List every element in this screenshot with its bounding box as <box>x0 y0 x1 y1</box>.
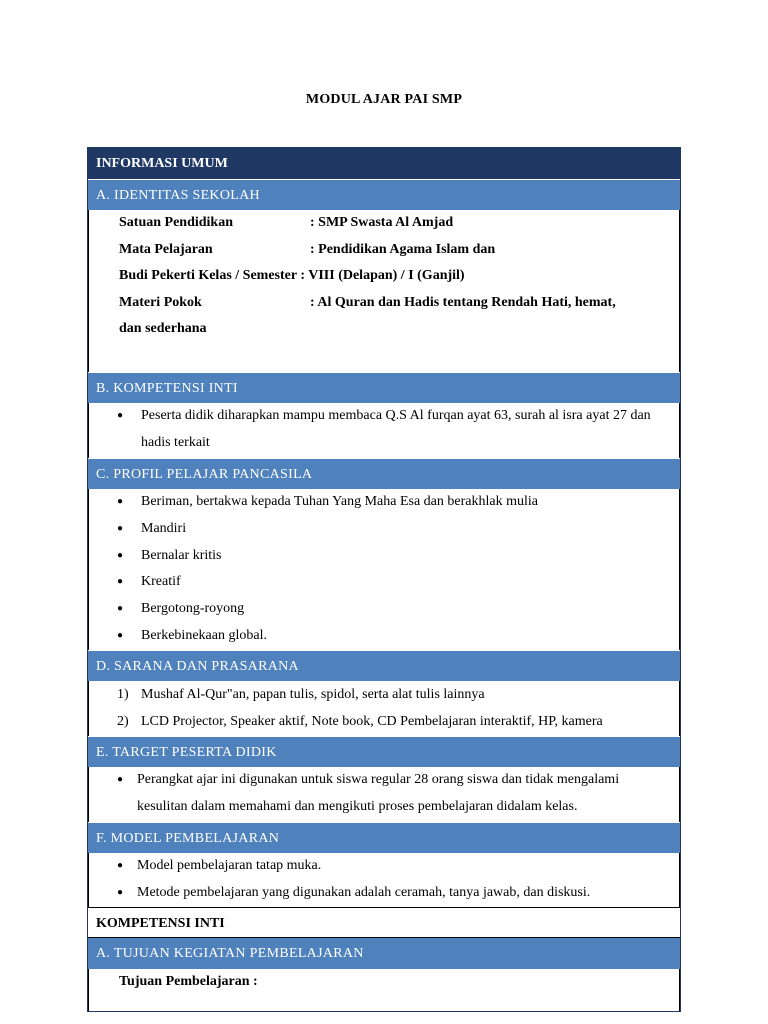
identity-row <box>119 210 679 237</box>
list-item-text: Perangkat ajar ini digunakan untuk siswa regular 28 orang siswa dan tidak mengalami kesulitan dalam memahami dan mengikuti proses pembelajaran didalam kelas. <box>137 772 620 814</box>
identity-label: Satuan Pendidikan <box>119 215 233 230</box>
list-item <box>117 708 665 735</box>
list-item-text: LCD Projector, Speaker aktif, Note book, CD Pembelajaran interaktif, HP, kamera <box>141 714 603 729</box>
bullet-icon: ● <box>117 496 124 507</box>
section-header-sarana: D. SARANA DAN PRASARANA <box>88 650 680 681</box>
list-item <box>117 516 665 543</box>
section-header-tujuan: A. TUJUAN KEGIATAN PEMBELAJARAN <box>88 938 680 969</box>
section-header-kompetensi-inti: B. KOMPETENSI INTI <box>88 372 680 403</box>
list-number: 2) <box>117 714 129 729</box>
list-item-text: Bernalar kritis <box>141 547 222 563</box>
list-item-text: Berkebinekaan global. <box>141 627 267 643</box>
identity-label: Mata Pelajaran <box>119 241 213 257</box>
module-table <box>87 147 681 1012</box>
list-item-text: Kreatif <box>141 574 181 590</box>
page-title: MODUL AJAR PAI SMP <box>305 92 463 107</box>
identity-row <box>119 263 679 290</box>
bullet-icon: ● <box>117 576 124 588</box>
identity-value: : SMP Swasta Al Amjad <box>310 215 454 230</box>
identity-value: : Pendidikan Agama Islam dan <box>310 241 496 257</box>
bullet-icon: ● <box>117 629 124 641</box>
profil-body <box>88 489 680 650</box>
list-item <box>117 489 665 516</box>
sarana-body <box>88 681 680 736</box>
identity-row <box>119 290 679 317</box>
list-item <box>117 623 665 650</box>
list-item-text: Model pembelajaran tatap muka. <box>137 858 322 873</box>
kompetensi-inti-body <box>88 403 680 458</box>
list-item-text: Peserta didik diharapkan mampu membaca Q.S Al furqan ayat 63, surah al isra ayat 27 dan hadis terkait <box>141 408 651 450</box>
identity-label: dan sederhana <box>119 321 207 336</box>
bullet-icon: ● <box>117 410 124 421</box>
bullet-icon: ● <box>117 549 124 561</box>
list-item-text: Mushaf Al-Qur"an, papan tulis, spidol, serta alat tulis lainnya <box>141 687 485 702</box>
model-body <box>88 853 680 907</box>
section-header-identitas: A. IDENTITAS SEKOLAH <box>88 179 680 210</box>
section-header-profil-pancasila: C. PROFIL PELAJAR PANCASILA <box>88 458 680 489</box>
identity-row <box>119 237 679 264</box>
identity-label: Materi Pokok <box>119 294 202 310</box>
identity-row <box>119 316 679 343</box>
list-item <box>117 880 665 907</box>
bullet-icon: ● <box>117 774 124 785</box>
target-body <box>88 767 680 822</box>
bullet-list <box>117 767 649 821</box>
list-number: 1) <box>117 687 129 702</box>
list-item-text: Metode pembelajaran yang digunakan adalah ceramah, tanya jawab, dan diskusi. <box>137 884 591 900</box>
bullet-list <box>117 403 665 457</box>
numbered-list <box>117 681 665 735</box>
section-header-model: F. MODEL PEMBELAJARAN <box>88 822 680 853</box>
list-item <box>117 767 649 821</box>
list-item <box>117 681 665 708</box>
list-item-text: Bergotong-royong <box>141 601 245 617</box>
identity-block <box>88 210 680 372</box>
list-item-text: Mandiri <box>141 520 187 536</box>
list-item <box>117 853 665 880</box>
list-item-text: Beriman, bertakwa kepada Tuhan Yang Maha Esa dan berakhlak mulia <box>141 494 538 509</box>
identity-value: : Al Quran dan Hadis tentang Rendah Hati, hemat, <box>310 294 616 310</box>
list-item <box>117 569 665 596</box>
bullet-icon: ● <box>117 603 124 615</box>
bullet-icon: ● <box>117 860 124 871</box>
bullet-icon: ● <box>117 886 124 898</box>
list-item <box>117 596 665 623</box>
section-header-kompetensi-inti-2: KOMPETENSI INTI <box>88 907 680 938</box>
list-item <box>117 403 665 457</box>
bullet-list <box>117 853 665 907</box>
tujuan-label: Tujuan Pembelajaran : <box>88 969 680 1011</box>
identity-label: Budi Pekerti Kelas / Semester : VIII (Delapan) / I (Ganjil) <box>119 268 465 283</box>
bullet-list <box>117 489 665 650</box>
bullet-icon: ● <box>117 522 124 534</box>
section-header-target: E. TARGET PESERTA DIDIK <box>88 736 680 767</box>
list-item <box>117 543 665 570</box>
section-header-informasi-umum: INFORMASI UMUM <box>88 148 680 179</box>
